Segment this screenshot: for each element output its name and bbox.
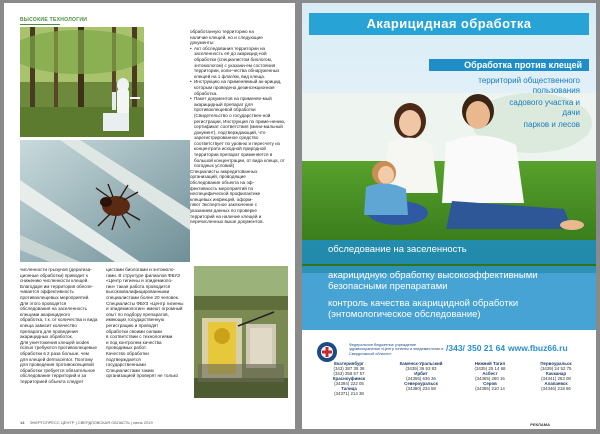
text-line: обработанную территорию на	[190, 29, 254, 34]
text-line: чивается эффективность	[20, 289, 74, 295]
text-line: клещами акарицидного	[20, 311, 71, 317]
area-line: садового участка и	[509, 98, 580, 107]
text-line: Специалисты аккредитованных	[190, 168, 258, 174]
text-line: для клещей dermacentor. Поэтому	[20, 356, 93, 362]
advertisement-label: РЕКЛАМА	[530, 422, 550, 427]
text-line: «Центр гигиены и эпидемиоло-	[106, 278, 173, 284]
documents-list	[190, 46, 288, 169]
text-line: территорий на наличие клещей и	[190, 213, 262, 219]
service-line: безопасными препаратами	[328, 281, 448, 292]
organization-name: Федеральное бюджетное учреждение здравоохранения «Центр гигиены и эпидемиологии в Свердловской области»	[349, 343, 444, 356]
text-line: обработки в 2 раза больше, чем	[20, 350, 89, 356]
city-name: Екатеринбург	[334, 361, 364, 366]
text-line: ционные обработки) приводит к	[20, 272, 88, 278]
city-name: Серов	[483, 381, 497, 386]
city-phone: (34385) 210 14	[475, 386, 505, 391]
city-phone: (34341) 253 08	[541, 376, 571, 381]
text-line: акарицидных обработок.	[20, 334, 73, 340]
text-line: ляют Экспертное заключение с	[190, 202, 258, 208]
city-name: Асбест	[482, 371, 498, 376]
city-name: Каменск-Уральский	[399, 361, 443, 366]
city-name: Алапаевск	[544, 381, 568, 386]
text-line: организацией проверят не только	[106, 373, 179, 379]
city-name: Красноуфимск	[332, 376, 366, 381]
text-line: государственными	[106, 362, 146, 368]
text-line: снижению численности клещей.	[20, 278, 89, 284]
title-band	[309, 13, 589, 35]
text-line: Качество обработки	[106, 350, 149, 356]
ad-subtitle: Обработка против клещей	[464, 60, 582, 70]
text-line: обследования на заселенность	[20, 306, 87, 312]
city-phone: (343) 358 57 57	[333, 371, 365, 376]
city-phone: (3439) 24 52 75	[540, 366, 572, 371]
text-line: клеща зависит количество	[20, 322, 77, 328]
area-line: парков и лесов	[523, 120, 580, 129]
text-line: цистами биологами и энтомоло-	[106, 267, 175, 272]
city-name: Качканар	[545, 371, 567, 376]
section-tag-underline	[20, 24, 60, 25]
text-line: и под контролем качества	[106, 339, 162, 345]
text-line: обследование территорий и за	[20, 373, 87, 379]
city-column-4	[524, 361, 588, 391]
text-line: подтверждается	[106, 356, 141, 362]
text-line: наличие клещей, но и следующие	[190, 34, 263, 40]
city-name: Ирбит	[414, 371, 428, 376]
ad-title: Акарицидная обработка	[366, 16, 532, 31]
service-line: (энтомологическое обследование)	[328, 309, 481, 320]
city-column-2	[388, 361, 454, 391]
services-band	[302, 266, 596, 330]
text-line: гии» такая работа проводится	[106, 283, 171, 289]
city-name: Североуральск	[404, 381, 438, 386]
city-name: Нижний Тагил	[474, 361, 506, 366]
list-item: • Инструкцию на применяемый ак-арицид, которым проведена дезинсекционная обработка.	[190, 79, 288, 96]
list-item: • Акт обследования территории на заселенность её до акарицид-ной обработки (специалистом биологом, энтомологом) с указани-ем состояния территории, коли-чества обнаруженных клещей на 1 флаг/км, вид клеща.	[190, 46, 288, 80]
text-line: обследование объекта на эф-	[190, 180, 255, 186]
services-list	[302, 240, 596, 264]
city-phone: (34371) 214 38	[334, 391, 364, 396]
city-phone: (34355) 636 36	[406, 376, 436, 381]
page-footer	[20, 420, 153, 425]
bottom-text-column-b	[106, 267, 188, 379]
text-line: Благодаря им территория обеспе-	[20, 283, 94, 289]
text-line: организаций, проводящие	[190, 174, 246, 180]
text-line: фективность мероприятий по	[190, 185, 254, 191]
section-tag: ВЫСОКИЕ ТЕХНОЛОГИИ	[20, 17, 88, 23]
text-line: Специалистами таким	[106, 367, 154, 373]
text-line: опыт по подбору препаратов,	[106, 311, 169, 317]
text-line: в соответствии с технологиями	[106, 334, 173, 340]
text-line: Для этого проводятся	[20, 300, 67, 306]
city-phone: (34365) 260 16	[475, 376, 505, 381]
text-line: обработка, т.к. от количества и вида	[20, 317, 98, 323]
service-line: акарицидную обработку высокоэффективными	[328, 270, 538, 281]
text-line: ricinus требуются противоклещевые	[20, 345, 97, 351]
text-line: документы:	[190, 40, 215, 46]
city-phone: (343) 387 38 38	[333, 366, 365, 371]
forest-specialist-photo	[20, 27, 144, 137]
text-line: гами. В структуре филиалов ФБУЗ	[106, 272, 180, 278]
text-line: регистрацию и проводят	[106, 322, 159, 328]
organization-logo	[316, 341, 344, 363]
page-number: 14	[20, 420, 25, 425]
text-line: Специалисты ФБУЗ «Центр гигиены	[106, 300, 184, 306]
city-phone: (34346) 218 66	[541, 386, 571, 391]
tick-closeup-photo	[20, 140, 190, 262]
family-hero-photo	[302, 3, 596, 273]
sprayer-equipment-photo	[194, 266, 288, 398]
text-line: Для уничтожения клещей ixodes	[20, 339, 90, 345]
website-link[interactable]: www.fbuz66.ru	[508, 343, 568, 353]
text-line: численности грызунов (дератиза-	[20, 267, 92, 272]
text-line: территорией объекта следует	[20, 378, 84, 384]
contact-block	[302, 333, 596, 429]
text-line: неспецифической профилактике	[190, 191, 261, 197]
list-item: • Пакет документов на применяе-мый акарицидный препарат для противоклещевой обработки (Свидетельство о государствен-ной регистрации, Инструкция по приме-нению, сертификат соответствия (мини-мальный документ), подтверждающий, что зарегистрированное средство соответствует по уровню и пересчету из концентрата исходной природной территории препарат применяется в большой концентрации, от вида клеща, от погодных условий)	[190, 96, 288, 169]
footer-publication: ЭНЕРГОПРЕСС ЦЕНТР | СВЕРДЛОВСКАЯ ОБЛАСТЬ | июнь 2019	[29, 420, 153, 425]
city-column-3	[460, 361, 520, 391]
city-name: Первоуральск	[540, 361, 572, 366]
city-phone: (34394) 222 05	[334, 381, 364, 386]
text-line: противоклещевых мероприятий.	[20, 294, 90, 300]
bottom-text-column-a	[20, 267, 100, 384]
right-text-column	[190, 29, 288, 225]
text-line: и эпидемиологии» имеют огромный	[106, 306, 183, 312]
text-line: проводимых работ.	[106, 345, 147, 351]
area-line: территорий общественного	[478, 76, 580, 85]
text-line: высококвалифицированными	[106, 289, 170, 295]
right-page-advertisement	[302, 3, 596, 429]
text-line: указанием данных по проверке	[190, 208, 257, 213]
area-line: дачи	[562, 108, 580, 117]
text-line: обработки требуется обязательное	[20, 367, 96, 373]
text-line: обработки своими силами	[106, 328, 162, 334]
city-phone: (3435) 25 14 68	[474, 366, 506, 371]
main-phone: /343/ 350 21 64	[446, 343, 506, 353]
text-line: препарата для проведения	[20, 328, 78, 334]
text-line: для проведения противоклещевой	[20, 362, 94, 368]
area-line: пользования	[532, 86, 580, 95]
text-line: специалистами более 20 человек.	[106, 294, 180, 300]
city-phone: (3439) 36 53 83	[405, 366, 437, 371]
city-phone: (34380) 234 58	[406, 386, 436, 391]
text-line: перечисленных выше документов.	[190, 219, 264, 225]
service-line: контроль качества акарицидной обработки	[328, 298, 519, 309]
city-name: Талица	[341, 386, 357, 391]
text-line: клещевых инфекций, оформ-	[190, 196, 253, 202]
city-column-1	[316, 361, 382, 396]
text-line: имеющих государственную	[106, 317, 165, 323]
left-page	[4, 3, 295, 429]
service-line: обследование на заселенность	[328, 244, 467, 255]
